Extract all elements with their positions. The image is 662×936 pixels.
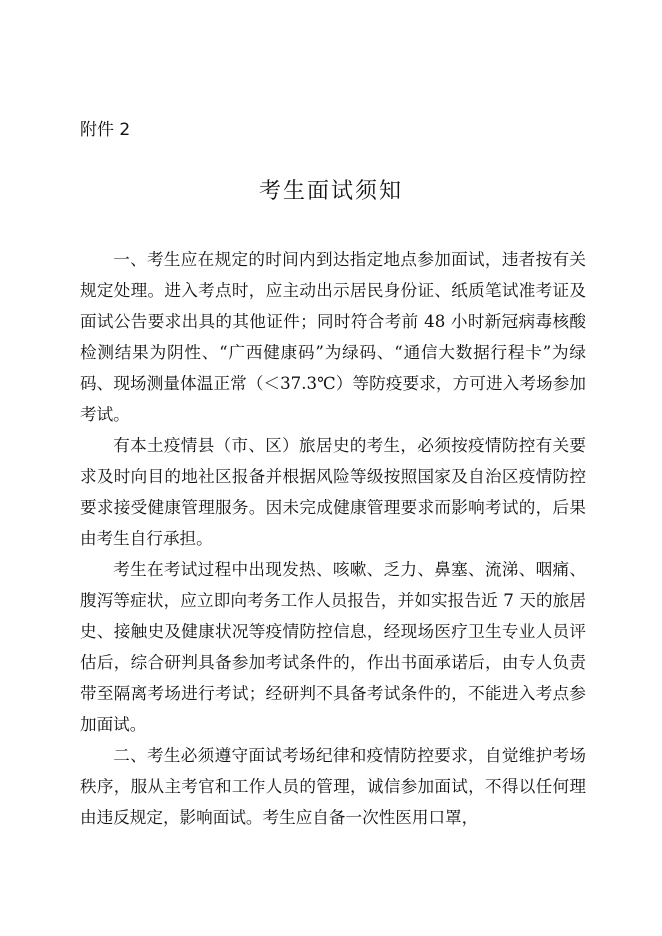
document-body xyxy=(80,244,586,833)
paragraph-2: 有本土疫情县（市、区）旅居史的考生，必须按疫情防控有关要求及时向目的地社区报备并根据风险等级按照国家及自治区疫情防控要求接受健康管理服务。因未完成健康管理要求而影响考试的，后果由考生自行承担。 xyxy=(80,436,586,548)
page-title: 考生面试须知 xyxy=(258,179,403,204)
paragraph-3: 考生在考试过程中出现发热、咳嗽、乏力、鼻塞、流涕、咽痛、腹泻等症状，应立即向考务工作人员报告，并如实报告近 7 天的旅居史、接触史及健康状况等疫情防控信息，经现场医疗卫生专业人员评估后，综合研判具备参加考试条件的，作出书面承诺后，由专人负责带至隔离考场进行考试；经研判不具备考试条件的，不能进入考点参加面试。 xyxy=(80,560,586,734)
attachment-label: 附件 2 xyxy=(80,120,131,140)
paragraph-1: 一、考生应在规定的时间内到达指定地点参加面试，违者按有关规定处理。进入考点时，应主动出示居民身份证、纸质笔试准考证及面试公告要求出具的其他证件；同时符合考前 48 小时新冠病毒核酸检测结果为阴性、“广西健康码”为绿码、“通信大数据行程卡”为绿码、现场测量体温正常（＜37.3℃）等防疫要求，方可进入考场参加考试。 xyxy=(80,250,586,424)
paragraph-4: 二、考生必须遵守面试考场纪律和疫情防控要求，自觉维护考场秩序，服从主考官和工作人员的管理，诚信参加面试，不得以任何理由违反规定，影响面试。考生应自备一次性医用口罩， xyxy=(80,746,586,827)
